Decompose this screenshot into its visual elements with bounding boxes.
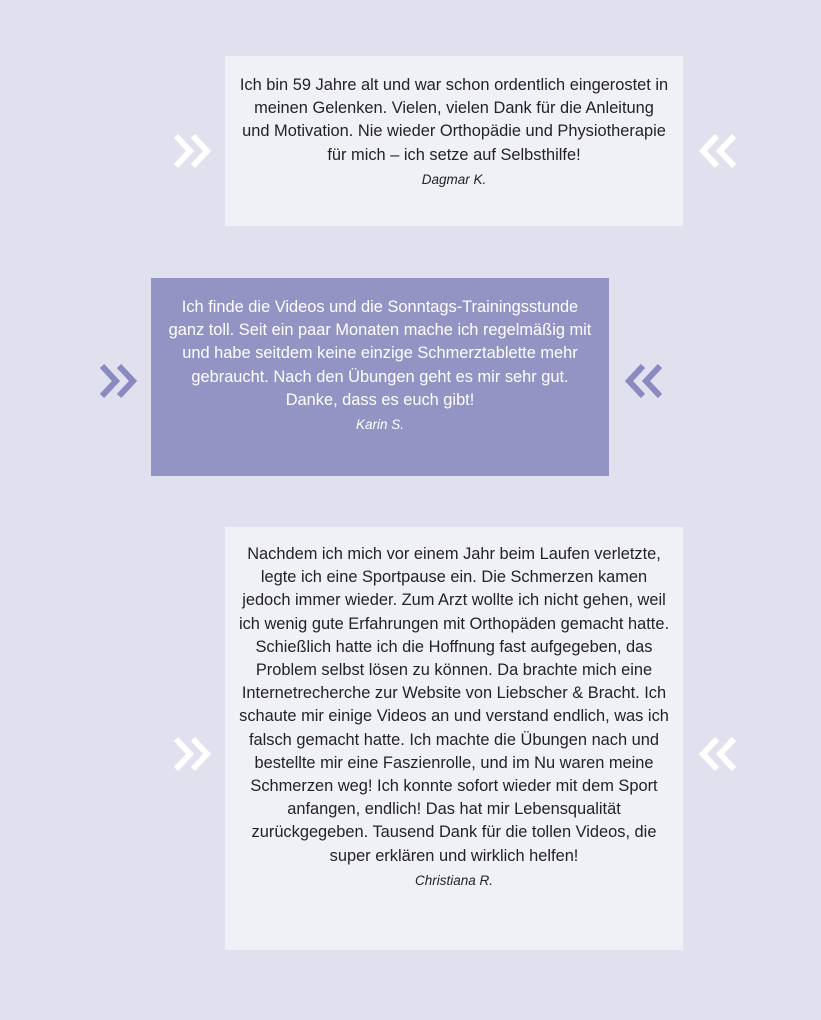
right-double-chevron-icon: [99, 364, 139, 398]
right-double-chevron-icon: [173, 737, 213, 771]
left-double-chevron-icon: [697, 737, 737, 771]
testimonial-quote: Ich finde die Videos und die Sonntags-Trainingsstunde ganz toll. Seit ein paar Monaten mache ich regelmäßig mit und habe seitdem keine einzige Schmerztablette mehr gebraucht. Nach den Übungen geht es mir sehr gut. Danke, dass es euch gibt!: [168, 298, 592, 409]
left-double-chevron-icon: [697, 134, 737, 168]
testimonial-card: [225, 56, 683, 226]
testimonial-author: Christiana R.: [414, 872, 494, 888]
testimonial-card: [225, 527, 683, 950]
testimonial-author: Karin S.: [355, 417, 405, 433]
testimonial-quote: Nachdem ich mich vor einem Jahr beim Laufen verletzte, legte ich eine Sportpause ein. Die Schmerzen kamen jedoch immer wieder. Zum Arzt wollte ich nicht gehen, weil ich wenig gute Erfahrungen mit Orthopäden gemacht hatte. Schießlich hatte ich die Hoffnung fast aufgegeben, das Problem selbst lösen zu können. Da brachte mich eine Internetrecherche zur Website von Liebscher & Bracht. Ich schaute mir einige Videos an und verstand endlich, was ich falsch gemacht hatte. Ich machte die Übungen nach und bestellte mir eine Faszienrolle, und im Nu waren meine Schmerzen weg! Ich konnte sofort wieder mit dem Sport anfangen, endlich! Das hat mir Lebensqualität zurückgegeben. Tausend Dank für die tollen Videos, die super erklären und wirklich helfen!: [238, 545, 670, 865]
testimonial-author: Dagmar K.: [421, 171, 487, 187]
testimonial-card: [151, 278, 609, 476]
left-double-chevron-icon: [623, 364, 663, 398]
testimonial-quote: Ich bin 59 Jahre alt und war schon ordentlich eingerostet in meinen Gelenken. Vielen, vielen Dank für die Anleitung und Motivation. Nie wieder Orthopädie und Physiotherapie für mich – ich setze auf Selbsthilfe!: [239, 76, 669, 164]
right-double-chevron-icon: [173, 134, 213, 168]
